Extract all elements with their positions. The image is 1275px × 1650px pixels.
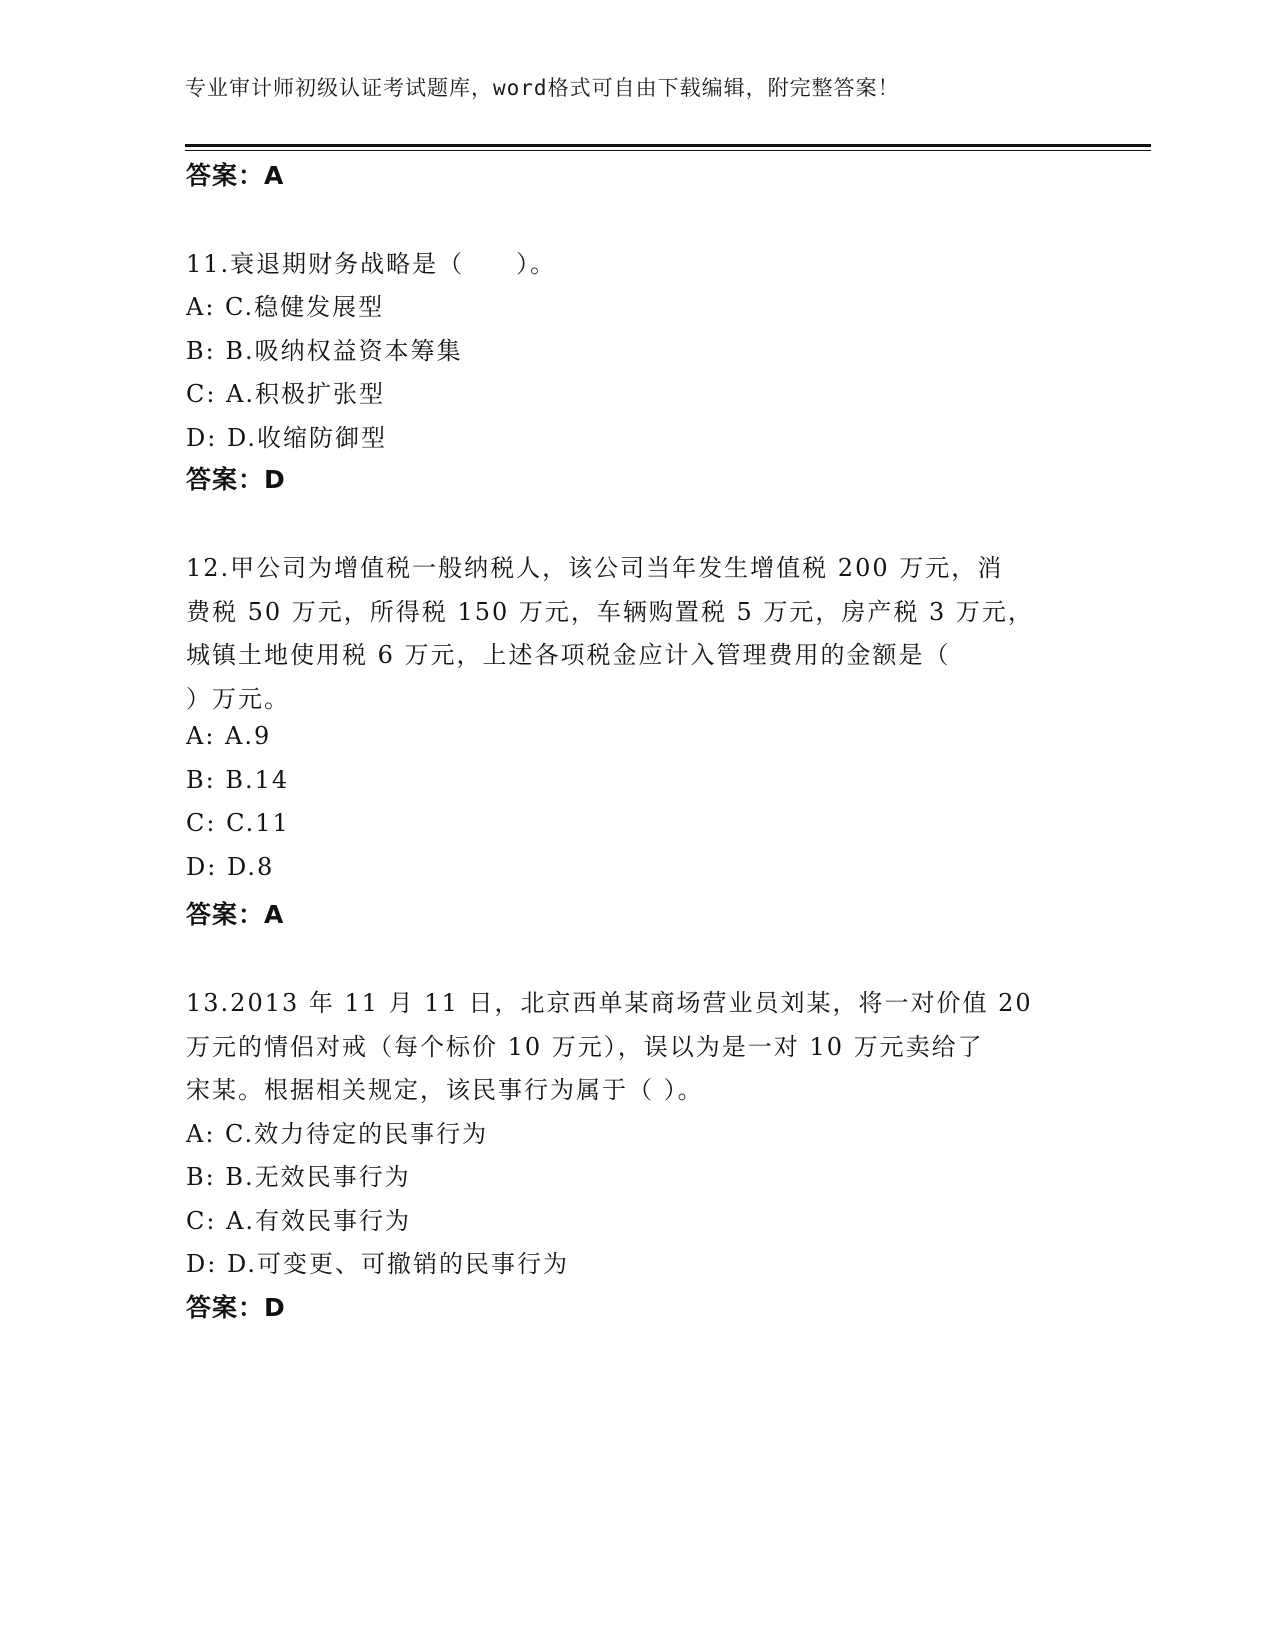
- header-rule-thick: [185, 144, 1151, 147]
- question-11-option-b: B: B.吸纳权益资本筹集: [186, 337, 463, 365]
- question-13-answer: [186, 1288, 286, 1324]
- question-11-stem: 11.衰退期财务战略是（ ）。: [186, 250, 557, 278]
- question-12-option-c: C: C.11: [186, 809, 290, 837]
- question-13-option-d: D: D.可变更、可撤销的民事行为: [186, 1250, 569, 1278]
- question-13-option-b: B: B.无效民事行为: [186, 1163, 411, 1191]
- answer-label: 答案：: [186, 161, 265, 190]
- answer-prev: [186, 156, 284, 192]
- answer-value: D: [264, 465, 286, 494]
- answer-label: 答案：: [186, 900, 265, 929]
- question-13-stem-line-3: 宋某。根据相关规定，该民事行为属于（ ）。: [186, 1076, 704, 1104]
- question-11-option-d: D: D.收缩防御型: [186, 424, 387, 452]
- question-12-stem-line-4: ）万元。: [186, 685, 290, 713]
- question-12-stem-line-3: 城镇土地使用税 6 万元，上述各项税金应计入管理费用的金额是（: [186, 641, 951, 669]
- answer-value: A: [264, 161, 285, 190]
- question-11-option-c: C: A.积极扩张型: [186, 380, 386, 408]
- question-13-stem-line-1: 13.2013 年 11 月 11 日，北京西单某商场营业员刘某，将一对价值 20: [186, 989, 1033, 1017]
- question-13-option-c: C: A.有效民事行为: [186, 1207, 412, 1235]
- page-header: 专业审计师初级认证考试题库，word格式可自由下载编辑，附完整答案！: [185, 76, 900, 100]
- question-12-option-a: A: A.9: [186, 722, 272, 750]
- question-12-option-b: B: B.14: [186, 766, 290, 794]
- question-11-option-a: A: C.稳健发展型: [186, 293, 385, 321]
- answer-value: A: [264, 900, 285, 929]
- question-13-stem-line-2: 万元的情侣对戒（每个标价 10 万元），误以为是一对 10 万元卖给了: [186, 1033, 984, 1061]
- question-11-answer: [186, 460, 286, 496]
- answer-value: D: [264, 1293, 286, 1322]
- question-12-stem-line-2: 费税 50 万元，所得税 150 万元，车辆购置税 5 万元，房产税 3 万元，: [186, 598, 1034, 626]
- header-rule-thin: [185, 150, 1151, 151]
- answer-label: 答案：: [186, 465, 265, 494]
- question-13-option-a: A: C.效力待定的民事行为: [186, 1120, 489, 1148]
- question-12-option-d: D: D.8: [186, 853, 275, 881]
- answer-label: 答案：: [186, 1293, 265, 1322]
- question-12-stem-line-1: 12.甲公司为增值税一般纳税人，该公司当年发生增值税 200 万元，消: [186, 554, 1004, 582]
- question-12-answer: [186, 895, 284, 931]
